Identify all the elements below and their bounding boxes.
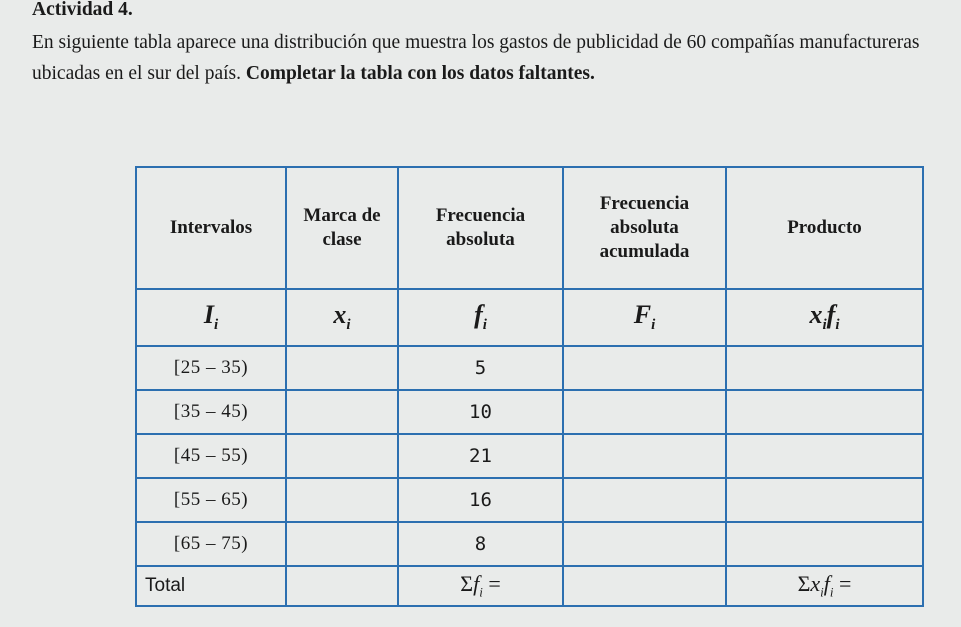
header-intervals: Intervalos	[136, 167, 286, 289]
cell-product[interactable]	[726, 390, 923, 434]
cell-class-mark[interactable]	[286, 346, 398, 390]
instruction-task: Completar la tabla con los datos faltantes.	[245, 63, 595, 84]
total-class-mark	[286, 566, 398, 606]
instruction-text: En siguiente tabla aparece una distribución que muestra los gastos de publicidad de 60 compañías manufactureras ubicadas en el sur del país.	[32, 32, 920, 84]
cell-cum-freq[interactable]	[563, 434, 726, 478]
cell-class-mark[interactable]	[286, 390, 398, 434]
cell-class-mark[interactable]	[286, 434, 398, 478]
cell-cum-freq[interactable]	[563, 478, 726, 522]
total-cum-freq	[563, 566, 726, 606]
cell-cum-freq[interactable]	[563, 522, 726, 566]
cell-freq: 16	[398, 478, 563, 522]
total-sum-freq[interactable]	[398, 566, 563, 606]
table-row	[136, 346, 923, 390]
header-cum-freq: Frecuencia absoluta acumulada	[563, 167, 726, 289]
sum-product-expression: $\Sigma x_if_i$ =	[797, 571, 852, 600]
table-row	[136, 434, 923, 478]
cell-cum-freq[interactable]	[563, 346, 726, 390]
table-symbol-row	[136, 289, 923, 346]
sum-freq-expression: $\Sigma f_i$ =	[460, 571, 501, 600]
table-header-row	[136, 167, 923, 289]
cell-product[interactable]	[726, 434, 923, 478]
table-row	[136, 390, 923, 434]
header-abs-freq: Frecuencia absoluta	[398, 167, 563, 289]
activity-text	[32, 0, 947, 89]
symbol-product: $x_if_i$	[726, 289, 923, 346]
table-row	[136, 522, 923, 566]
total-label: Total	[136, 566, 286, 606]
total-sum-product[interactable]	[726, 566, 923, 606]
table-row	[136, 478, 923, 522]
header-class-mark: Marca de clase	[286, 167, 398, 289]
symbol-intervals: $I_i$	[136, 289, 286, 346]
cell-class-mark[interactable]	[286, 522, 398, 566]
cell-product[interactable]	[726, 522, 923, 566]
cell-interval: [65 – 75)	[136, 522, 286, 566]
symbol-abs-freq: $f_i$	[398, 289, 563, 346]
cell-freq: 21	[398, 434, 563, 478]
cell-interval: [55 – 65)	[136, 478, 286, 522]
cell-interval: [25 – 35)	[136, 346, 286, 390]
cell-freq: 5	[398, 346, 563, 390]
cell-product[interactable]	[726, 346, 923, 390]
cell-freq: 10	[398, 390, 563, 434]
cell-interval: [35 – 45)	[136, 390, 286, 434]
table-total-row	[136, 566, 923, 606]
symbol-class-mark: $x_i$	[286, 289, 398, 346]
activity-title: Actividad 4.	[32, 0, 133, 20]
symbol-cum-freq: $F_i$	[563, 289, 726, 346]
frequency-table	[135, 166, 924, 607]
activity-instruction	[32, 27, 947, 89]
cell-class-mark[interactable]	[286, 478, 398, 522]
header-product: Producto	[726, 167, 923, 289]
cell-interval: [45 – 55)	[136, 434, 286, 478]
cell-freq: 8	[398, 522, 563, 566]
cell-cum-freq[interactable]	[563, 390, 726, 434]
cell-product[interactable]	[726, 478, 923, 522]
